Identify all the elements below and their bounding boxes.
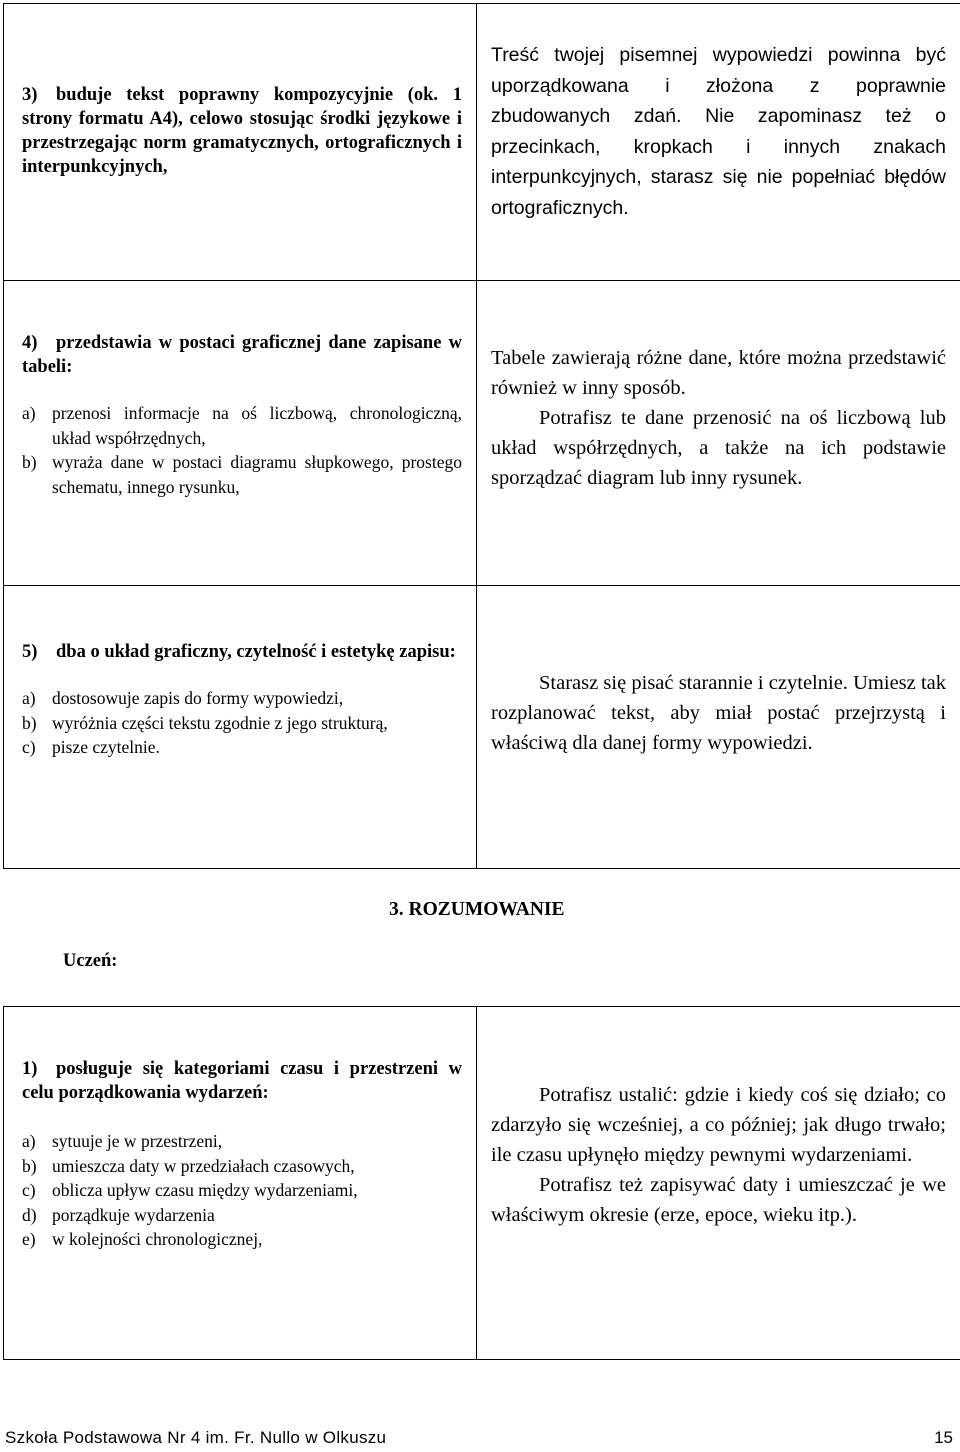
page-footer — [5, 1428, 953, 1448]
explanation-lead: Tabele zawierają różne dane, które można przedstawić również w inny sposób. — [491, 347, 946, 399]
requirement-number: 1) — [22, 1059, 38, 1079]
requirement-heading — [22, 640, 462, 664]
student-label: Uczeń: — [63, 951, 118, 971]
list-item: a) sytuuje je w przestrzeni, — [22, 1131, 223, 1151]
list-item: c) oblicza upływ czasu między wydarzeniami, — [22, 1180, 358, 1200]
requirement-cell — [4, 4, 477, 281]
page-number: 15 — [934, 1428, 953, 1447]
list-item: c) pisze czytelnie. — [22, 737, 160, 757]
sub-item-list — [22, 401, 462, 499]
requirement-cell — [4, 586, 477, 869]
requirement-heading — [22, 83, 462, 179]
requirement-number: 5) — [22, 642, 38, 662]
explanation-text: Starasz się pisać starannie i czytelnie. Umiesz tak rozplanować tekst, aby miał postać przejrzystą i właściwą dla danej formy wypowiedzi. — [491, 672, 946, 754]
requirement-text: posługuje się kategoriami czasu i przestrzeni w celu porządkowania wydarzeń: — [22, 1059, 462, 1103]
requirement-number: 4) — [22, 333, 38, 353]
list-item: b) umieszcza daty w przedziałach czasowych, — [22, 1155, 355, 1176]
school-name: Szkoła Podstawowa Nr 4 im. Fr. Nullo w Olkuszu — [5, 1428, 387, 1447]
requirement-heading — [22, 1057, 462, 1105]
list-item: a) przenosi informacje na oś liczbową, chronologiczną, układ współrzędnych, — [22, 403, 462, 448]
requirement-text: buduje tekst poprawny kompozycyjnie (ok. 1 strony formatu A4), celowo stosując środki językowe i przestrzegając norm gramatycznych, ortograficznych i interpunkcyjnych, — [22, 85, 462, 177]
requirement-text: przedstawia w postaci graficznej dane zapisane w tabeli: — [22, 333, 462, 377]
requirement-heading — [22, 331, 462, 379]
table-row — [4, 4, 960, 281]
sub-item-list — [22, 1129, 462, 1252]
section-title: 3. ROZUMOWANIE — [389, 899, 565, 920]
requirement-cell — [4, 281, 477, 586]
list-item: a) dostosowuje zapis do formy wypowiedzi, — [22, 688, 344, 708]
requirement-cell — [4, 1007, 477, 1360]
table-row — [4, 281, 960, 586]
list-item: b) wyróżnia części tekstu zgodnie z jego strukturą, — [22, 712, 388, 733]
explanation-text: Potrafisz też zapisywać daty i umieszczać je we właściwym okresie (erze, epoce, wieku itp.). — [491, 1174, 946, 1226]
list-item: e) w kolejności chronologicznej, — [22, 1229, 263, 1249]
sub-item-list — [22, 686, 462, 760]
requirements-table-bottom — [3, 1006, 960, 1360]
explanation-text: Treść twojej pisemnej wypowiedzi powinna być uporządkowana i złożona z poprawnie zbudowanych zdań. Nie zapominasz też o przecinkach, kropkach i innych znakach interpunkcyjnych, starasz się nie popełniać błędów ortograficznych. — [491, 44, 946, 219]
explanation-text: Potrafisz te dane przenosić na oś liczbową lub układ współrzędnych, a także na ich podstawie sporządzać diagram lub inny rysunek. — [491, 407, 946, 489]
requirement-number: 3) — [22, 85, 38, 105]
explanation-text: Potrafisz ustalić: gdzie i kiedy coś się działo; co zdarzyło się wcześniej, a co później; jak długo trwało; ile czasu upłynęło między pewnymi wydarzeniami. — [491, 1084, 946, 1166]
requirements-table-top — [3, 3, 960, 869]
explanation-cell — [477, 281, 960, 586]
table-row — [4, 586, 960, 869]
requirement-text: dba o układ graficzny, czytelność i estetykę zapisu: — [56, 642, 456, 662]
explanation-cell — [477, 4, 960, 281]
list-item: b) wyraża dane w postaci diagramu słupkowego, prostego schematu, innego rysunku, — [22, 452, 462, 497]
explanation-cell — [477, 586, 960, 869]
explanation-cell — [477, 1007, 960, 1360]
list-item: d) porządkuje wydarzenia — [22, 1204, 215, 1225]
table-row — [4, 1007, 960, 1360]
